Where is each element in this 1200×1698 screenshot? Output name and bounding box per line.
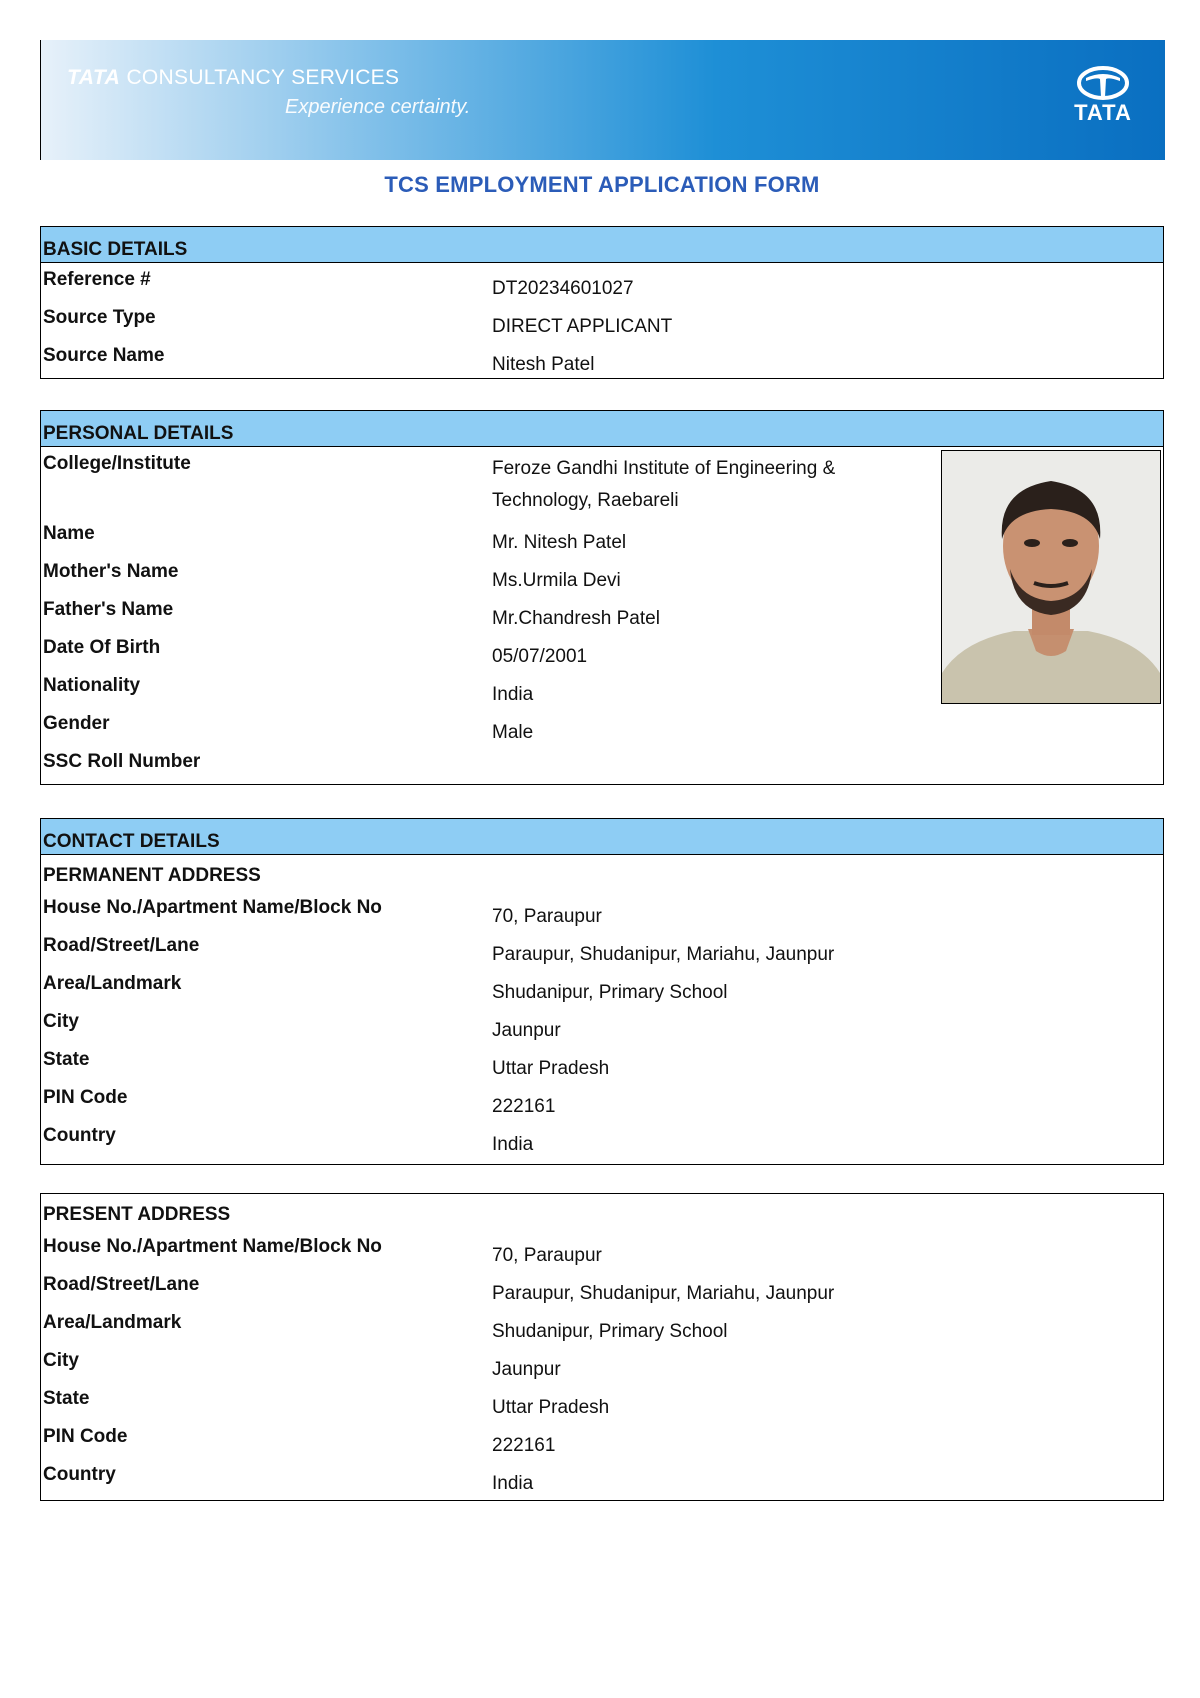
- detail-row: [41, 1382, 1163, 1420]
- field-label: Date Of Birth: [43, 637, 161, 658]
- detail-row: [41, 1043, 1163, 1081]
- personal-details-section: [40, 410, 1164, 785]
- field-value: Mr. Nitesh Patel: [492, 532, 627, 553]
- field-value: Shudanipur, Primary School: [492, 982, 728, 1003]
- field-label: Mother's Name: [43, 561, 179, 582]
- present-address-heading: [41, 1194, 1163, 1230]
- form-title: TCS EMPLOYMENT APPLICATION FORM: [384, 172, 820, 197]
- field-label: Gender: [43, 713, 110, 734]
- detail-row: [41, 1458, 1163, 1496]
- tata-logo-word: TATA: [1074, 100, 1132, 125]
- brand-name: TATA CONSULTANCY SERVICES: [67, 66, 400, 89]
- field-value: Jaunpur: [492, 1359, 561, 1380]
- field-label: Area/Landmark: [43, 973, 182, 994]
- section-heading: CONTACT DETAILS: [41, 819, 1163, 855]
- field-label: Nationality: [43, 675, 141, 696]
- detail-row: [41, 1344, 1163, 1382]
- applicant-photo: [941, 450, 1161, 704]
- applicant-portrait-icon: [942, 451, 1160, 703]
- section-heading: BASIC DETAILS: [41, 227, 1163, 263]
- header-banner: [40, 40, 1165, 160]
- detail-row: [41, 1119, 1163, 1157]
- field-value: Ms.Urmila Devi: [492, 570, 621, 591]
- field-value: Shudanipur, Primary School: [492, 1321, 728, 1342]
- contact-details-section: [40, 818, 1164, 1165]
- field-value: Mr.Chandresh Patel: [492, 608, 660, 629]
- detail-row: [41, 891, 1163, 929]
- basic-details-section: [40, 226, 1164, 379]
- field-label: City: [43, 1350, 79, 1371]
- detail-row: [41, 339, 1163, 377]
- brand-tagline: Experience certainty.: [285, 96, 471, 118]
- detail-row: [41, 1005, 1163, 1043]
- field-label: State: [43, 1388, 90, 1409]
- field-value: DT20234601027: [492, 278, 634, 299]
- field-value: 222161: [492, 1096, 556, 1117]
- field-label: House No./Apartment Name/Block No: [43, 897, 382, 918]
- field-value: India: [492, 1134, 534, 1155]
- field-label: City: [43, 1011, 79, 1032]
- field-value: 222161: [492, 1435, 556, 1456]
- field-label: Reference #: [43, 269, 151, 290]
- field-label: Area/Landmark: [43, 1312, 182, 1333]
- detail-row: [41, 1081, 1163, 1119]
- field-label: State: [43, 1049, 90, 1070]
- field-label: College/Institute: [43, 453, 191, 474]
- field-label: PIN Code: [43, 1426, 128, 1447]
- field-value: 05/07/2001: [492, 646, 588, 667]
- detail-row: [41, 1420, 1163, 1458]
- field-value: 70, Paraupur: [492, 1245, 602, 1266]
- detail-row: [41, 263, 1163, 301]
- field-value: Uttar Pradesh: [492, 1397, 610, 1418]
- field-value: Nitesh Patel: [492, 354, 595, 375]
- section-heading: PERSONAL DETAILS: [41, 411, 1163, 447]
- tata-logo: [1069, 66, 1137, 126]
- field-label: Country: [43, 1464, 116, 1485]
- field-label: Country: [43, 1125, 116, 1146]
- field-label: Father's Name: [43, 599, 174, 620]
- field-label: Road/Street/Lane: [43, 935, 200, 956]
- present-address-section: [40, 1193, 1164, 1501]
- field-label: Source Name: [43, 345, 165, 366]
- detail-row: [41, 707, 1163, 745]
- field-label: Road/Street/Lane: [43, 1274, 200, 1295]
- detail-row: [41, 929, 1163, 967]
- field-label: PIN Code: [43, 1087, 128, 1108]
- field-value: Male: [492, 722, 534, 743]
- detail-row: [41, 301, 1163, 339]
- detail-row: [41, 745, 1163, 783]
- field-label: Name: [43, 523, 95, 544]
- detail-row: [41, 1306, 1163, 1344]
- tata-emblem-icon: [1076, 66, 1130, 100]
- field-value: India: [492, 684, 534, 705]
- field-label: Source Type: [43, 307, 156, 328]
- subsection-label: PERMANENT ADDRESS: [43, 865, 261, 886]
- field-value: Feroze Gandhi Institute of Engineering & Technology, Raebareli: [492, 458, 836, 511]
- field-value: Paraupur, Shudanipur, Mariahu, Jaunpur: [492, 1283, 835, 1304]
- field-value: DIRECT APPLICANT: [492, 316, 673, 337]
- field-value: India: [492, 1473, 534, 1494]
- field-value: Jaunpur: [492, 1020, 561, 1041]
- field-value: Paraupur, Shudanipur, Mariahu, Jaunpur: [492, 944, 835, 965]
- detail-row: [41, 1268, 1163, 1306]
- subsection-label: PRESENT ADDRESS: [43, 1204, 231, 1225]
- field-value: Uttar Pradesh: [492, 1058, 610, 1079]
- field-value: 70, Paraupur: [492, 906, 602, 927]
- detail-row: [41, 1230, 1163, 1268]
- field-label: SSC Roll Number: [43, 751, 201, 772]
- detail-row: [41, 967, 1163, 1005]
- field-label: House No./Apartment Name/Block No: [43, 1236, 382, 1257]
- permanent-address-heading: [41, 855, 1163, 891]
